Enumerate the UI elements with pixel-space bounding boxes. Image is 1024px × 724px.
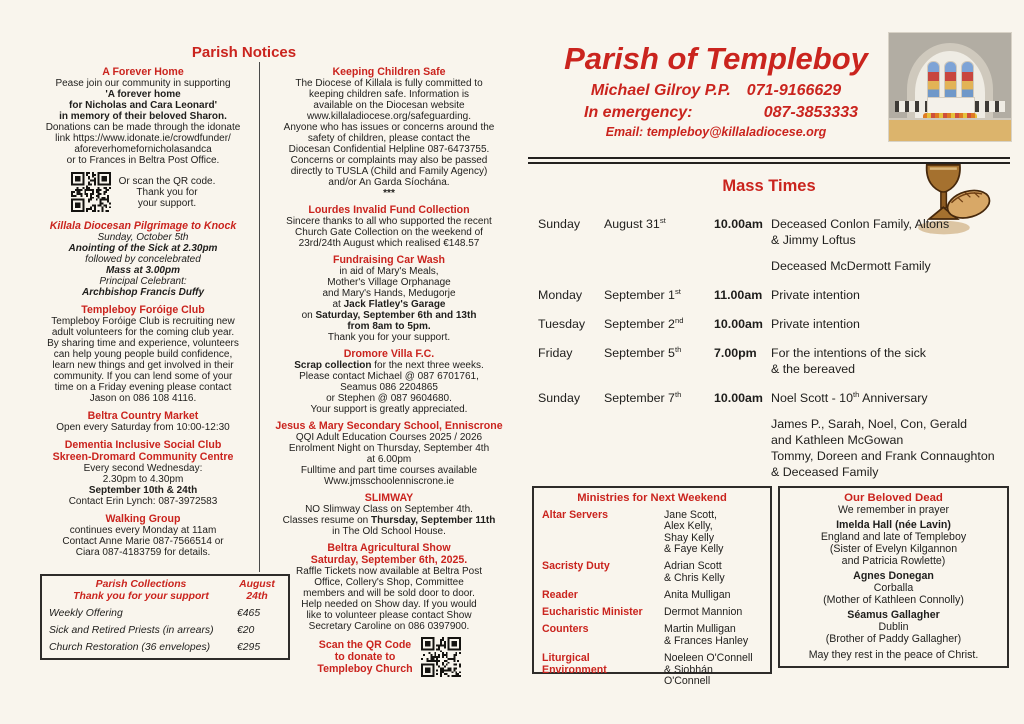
ministry-names: Adrian Scott & Chris Kelly <box>664 560 725 585</box>
text-line: September 10th & 24th <box>88 485 198 496</box>
section-heading: Saturday, September 6th, 2025. <box>310 554 468 566</box>
mass-day: Tuesday <box>538 317 586 331</box>
text-line: at 6.00pm <box>366 454 412 465</box>
text-line: in memory of their beloved Sharon. <box>59 111 227 122</box>
parish-header <box>548 42 884 139</box>
section-heading: Dementia Inclusive Social Club <box>64 439 222 451</box>
text-line: followed by concelebrated <box>85 254 201 265</box>
notices-column-1 <box>26 66 260 564</box>
mass-row <box>538 390 1010 480</box>
text-line: Sincere thanks to all who supported the recent <box>286 216 492 227</box>
mass-date: September 5th <box>604 344 682 360</box>
text-line: Fulltime and part time courses available <box>300 465 478 476</box>
text-line: The Diocese of Killala is fully committed to <box>295 78 483 89</box>
ministry-row <box>542 510 762 556</box>
text-line: keeping children safe. Information is <box>308 89 470 100</box>
emergency-phone: 087-3853333 <box>763 104 858 121</box>
text-line: 23rd/24th August which realised €148.57 <box>298 238 480 249</box>
text-line: directly to TUSLA (Child and Family Agency) <box>290 166 488 177</box>
mass-schedule <box>538 216 1010 493</box>
knock-pilgrimage <box>26 220 260 298</box>
mass-date: September 1st <box>604 286 681 302</box>
text-line: time on a Friday evening please contact <box>54 382 232 393</box>
text-line: for Nicholas and Cara Leonard' <box>69 100 217 111</box>
deceased-entry: Agnes Donegan Corballa (Mother of Kathleen Connolly) <box>786 570 1001 606</box>
ministry-label: Reader <box>542 589 578 602</box>
mass-row <box>538 316 1010 332</box>
ministries-title: Ministries for Next Weekend <box>577 492 727 504</box>
page-title: Parish Notices <box>191 44 297 61</box>
foroige-club <box>26 304 260 404</box>
text-line: Thank you for your support. <box>327 332 451 343</box>
stained-glass-window <box>944 61 957 101</box>
mass-intention: Private intention <box>771 288 860 302</box>
text-line: Church Gate Collection on the weekend of <box>295 227 483 238</box>
mass-time: 10.00am <box>714 317 763 331</box>
mass-day: Monday <box>538 288 583 302</box>
section-heading: Fundraising Car Wash <box>332 254 446 266</box>
deceased-entry: Séamus Gallagher Dublin (Brother of Paddy Gallagher) <box>786 609 1001 645</box>
text-line: Concerns or complaints may also be passed <box>290 155 488 166</box>
mass-row <box>538 216 1010 274</box>
text-line: in The Old School House. <box>332 526 446 537</box>
qr-donate <box>264 637 514 677</box>
text-line: Please contact Michael @ 087 6701761, <box>299 371 479 382</box>
text-line: safety of children, please contact the <box>307 133 471 144</box>
text-line: Mother's Village Orphanage <box>327 277 451 288</box>
collection-item: Weekly Offering <box>49 608 123 619</box>
text-line: Principal Celebrant: <box>99 276 187 287</box>
slimway <box>264 492 514 537</box>
mass-date: September 7th <box>604 389 682 405</box>
text-line: aforeverhomefornicholasandca <box>74 144 212 155</box>
walking-group <box>26 513 260 558</box>
beloved-dead-title: Our Beloved Dead <box>844 492 943 504</box>
mass-time: 10.00am <box>714 391 763 405</box>
mass-intention: For the intentions of the sick & the bereaved <box>771 346 926 376</box>
collections-row <box>49 625 281 636</box>
mass-time: 10.00am <box>714 217 763 231</box>
mass-intention: Private intention <box>771 317 860 331</box>
ministry-names: Anita Mulligan <box>664 589 731 602</box>
collections-row <box>49 642 281 653</box>
text-line: Office, Collery's Shop, Committee <box>314 577 464 588</box>
section-heading: Dromore Villa F.C. <box>343 348 435 360</box>
text-line: continues every Monday at 11am <box>69 525 217 536</box>
collection-amount: €465 <box>237 608 261 619</box>
text-line: Secretary Caroline on 086 0397900. <box>308 621 470 632</box>
qr-support <box>26 172 260 212</box>
section-heading: Jesus & Mary Secondary School, Enniscrone <box>275 420 503 432</box>
text-line: can help young people build confidence, <box>53 349 233 360</box>
mass-intention: Noel Scott - 10th Anniversary James P., Sarah, Noel, Con, Gerald and Kathleen McGowan Tommy, Doreen and Frank Connaughton & Deceased Family <box>771 389 995 479</box>
text-line: and Mary's Hands, Medugorje <box>322 288 456 299</box>
mass-day: Friday <box>538 346 573 360</box>
section-heading: Skreen-Dromard Community Centre <box>52 451 234 463</box>
text-line: Sunday, October 5th <box>97 232 189 243</box>
text-line: available on the Diocesan website <box>313 100 465 111</box>
mass-times-title: Mass Times <box>722 177 816 195</box>
text-line: Www.jmsschoolenniscrone.ie <box>323 476 455 487</box>
beloved-closing: May they rest in the peace of Christ. <box>808 649 979 661</box>
collection-item: Sick and Retired Priests (in arrears) <box>49 625 214 636</box>
ministry-names: Noeleen O'Connell & Siobhán O'Connell <box>664 652 753 688</box>
ministry-row <box>542 624 762 647</box>
beltra-country-market <box>26 410 260 433</box>
dementia-social-club <box>26 439 260 507</box>
text-line: 2.30pm to 4.30pm <box>102 474 184 485</box>
dromore-villa-fc <box>264 348 514 415</box>
text-line: Every second Wednesday: <box>83 463 203 474</box>
parish-title: Parish of Templeboy <box>564 41 868 76</box>
a-forever-home <box>26 66 260 166</box>
ministry-names: Martin Mulligan & Frances Hanley <box>664 623 749 647</box>
stained-glass-window <box>961 61 974 101</box>
text-line: Classes resume on Thursday, September 11th <box>282 515 496 526</box>
text-line: from 8am to 5pm. <box>347 321 431 332</box>
section-heading: A Forever Home <box>102 66 184 78</box>
text-line: like to volunteer please contact Show <box>306 610 472 621</box>
section-heading: Beltra Agricultural Show <box>327 542 451 554</box>
section-heading: Templeboy Foróige Club <box>81 304 205 316</box>
collection-amount: €20 <box>237 625 255 636</box>
deceased-name: Séamus Gallagher <box>847 609 940 621</box>
mass-time: 7.00pm <box>714 346 757 360</box>
notices-column-2 <box>264 66 514 682</box>
text-line: Archbishop Francis Duffy <box>81 287 205 298</box>
mass-row <box>538 287 1010 303</box>
text-line: Anointing of the Sick at 2.30pm <box>68 243 218 254</box>
beloved-dead-box <box>778 486 1009 668</box>
mass-date: September 2nd <box>604 315 684 331</box>
fundraising-car-wash <box>264 254 514 343</box>
text-line: Ciara 087-4183759 for details. <box>75 547 211 558</box>
text-line: Donations can be made through the idonate <box>45 122 241 133</box>
collections-row <box>49 608 281 619</box>
ministries-box <box>532 486 772 688</box>
ministry-label: Sacristy Duty <box>542 560 610 573</box>
text-line: By sharing time and experience, volunteers <box>47 338 239 349</box>
ministry-row <box>542 607 762 619</box>
emergency-label: In emergency: <box>584 104 693 121</box>
section-heading: Walking Group <box>105 513 181 525</box>
text-line: and/or An Garda Síochána. <box>328 177 450 188</box>
collection-item: Church Restoration (36 envelopes) <box>49 642 211 653</box>
mass-time: 11.00am <box>714 288 763 302</box>
text-line: Contact Anne Marie 087-7566514 or <box>62 536 224 547</box>
collections-header <box>49 579 281 602</box>
collections-date2: 24th <box>246 590 268 602</box>
text-line: Help needed on Show day. If you would <box>301 599 477 610</box>
lourdes-invalid-fund <box>264 204 514 249</box>
text-line: 'A forever home <box>105 89 181 100</box>
section-heading: Beltra Country Market <box>87 410 199 422</box>
deceased-name: Agnes Donegan <box>853 570 934 582</box>
text-line: or Stephen @ 087 9604680. <box>326 393 452 404</box>
ministry-label: Altar Servers <box>542 508 608 521</box>
church-altar-photo <box>888 32 1012 142</box>
collection-amount: €295 <box>237 642 261 653</box>
parish-email: Email: templeboy@killaladiocese.org <box>605 125 827 139</box>
qr-caption: Or scan the QR code. Thank you for your support. <box>118 175 216 209</box>
text-line: Contact Erin Lynch: 087-3972583 <box>68 496 218 507</box>
priest-name: Michael Gilroy P.P. <box>590 82 731 99</box>
section-heading: Keeping Children Safe <box>332 66 446 78</box>
text-line: Pease join our community in supporting <box>55 78 231 89</box>
text-line: Anyone who has issues or concerns around the <box>283 122 495 133</box>
parish-phone: 071-9166629 <box>746 82 842 99</box>
text-line: Open every Saturday from 10:00-12:30 <box>56 422 230 433</box>
text-line: in aid of Mary's Meals, <box>339 266 439 277</box>
qr-code <box>421 637 461 677</box>
ministry-row <box>542 590 762 602</box>
deceased-name: Imelda Hall (née Lavin) <box>836 519 951 531</box>
text-line: Enrolment Night on Thursday, September 4th <box>288 443 490 454</box>
beloved-intro: We remember in prayer <box>837 504 950 516</box>
ministry-row <box>542 561 762 584</box>
text-line: on Saturday, September 6th and 13th <box>301 310 477 321</box>
section-heading: SLIMWAY <box>364 492 414 504</box>
mass-intention: Deceased Conlon Family, Altons & Jimmy Loftus Deceased McDermott Family <box>771 217 950 273</box>
ministry-row <box>542 653 762 688</box>
collections-title: Parish Collections <box>95 579 187 590</box>
collections-date: August <box>239 579 275 590</box>
text-line: link https://www.idonate.ie/crowdfunder/ <box>55 133 231 144</box>
text-line: Seamus 086 2204865 <box>340 382 438 393</box>
mass-row <box>538 345 1010 377</box>
jesus-mary-school <box>264 420 514 487</box>
text-line: www.killaladiocese.org/safeguarding. <box>307 111 471 122</box>
floor <box>889 118 1011 141</box>
text-line: QQI Adult Education Courses 2025 / 2026 <box>295 432 483 443</box>
text-line: Mass at 3.00pm <box>106 265 180 276</box>
text-line: Scrap collection for the next three weeks. <box>294 360 484 371</box>
ministry-label: Counters <box>542 623 589 636</box>
text-line: NO Slimway Class on September 4th. <box>305 504 473 515</box>
text-line: community. If you can lend some of your <box>53 371 233 382</box>
stained-glass-window <box>927 61 940 101</box>
qr-code <box>71 172 111 212</box>
beltra-agricultural-show <box>264 542 514 632</box>
ministry-label: Eucharistic Minister <box>542 606 643 619</box>
section-heading: Killala Diocesan Pilgrimage to Knock <box>49 220 237 232</box>
mass-day: Sunday <box>538 217 581 231</box>
text-line: members and will be sold door to door. <box>303 588 475 599</box>
text-line: at Jack Flatley's Garage <box>332 299 446 310</box>
mass-day: Sunday <box>538 391 581 405</box>
text-line: Jason on 086 108 4116. <box>89 393 197 404</box>
ministry-label: Liturgical Environment <box>542 652 607 676</box>
text-line: or to Frances in Beltra Post Office. <box>66 155 220 166</box>
deceased-entry: Imelda Hall (née Lavin) England and late of Templeboy (Sister of Evelyn Kilgannon and Patricia Rowlette) <box>786 519 1001 567</box>
parish-collections-table <box>40 574 290 660</box>
text-line: Templeboy Foróige Club is recruiting new <box>51 316 235 327</box>
ministry-names: Dermot Mannion <box>664 606 743 619</box>
mass-date: August 31st <box>604 215 666 231</box>
text-line: Your support is greatly appreciated. <box>310 404 468 415</box>
keeping-children-safe <box>264 66 514 199</box>
section-heading: Lourdes Invalid Fund Collection <box>308 204 470 216</box>
text-line: Raffle Tickets now available at Beltra Post <box>295 566 483 577</box>
text-line: learn new things and get involved in their <box>52 360 234 371</box>
collections-subtitle: Thank you for your support <box>73 590 209 602</box>
text-line: adult volunteers for the coming club year. <box>51 327 235 338</box>
text-line: Diocesan Confidential Helpline 087-6473755. <box>288 144 490 155</box>
qr-caption: Scan the QR Code to donate to Templeboy Church <box>317 639 413 675</box>
ministry-names: Jane Scott, Alex Kelly, Shay Kelly & Faye Kelly <box>664 508 724 556</box>
text-line: *** <box>383 188 395 199</box>
